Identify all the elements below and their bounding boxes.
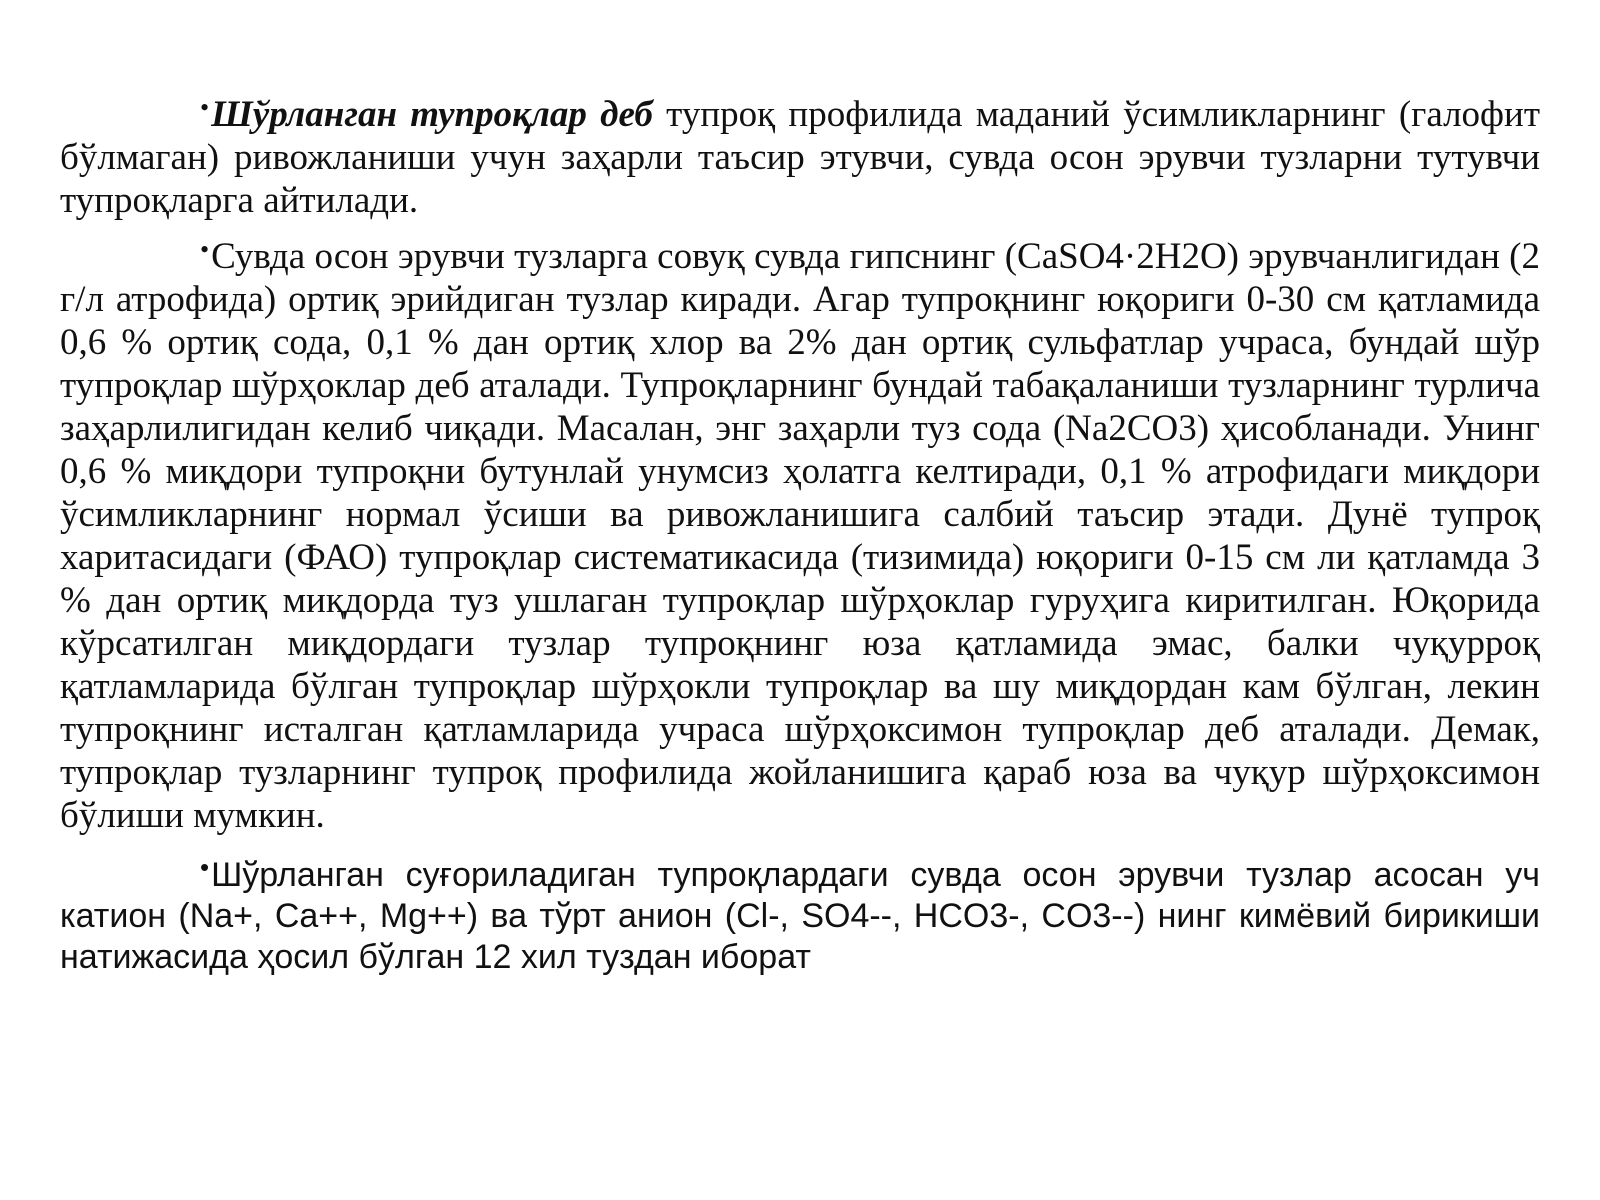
paragraph-text: Шўрланган суғориладиган тупроқлардаги сувда осон эрувчи тузлар асосан уч катион (Na+, Ca++, Mg++) ва тўрт анион (Cl-, SO4--, HCO3-, CO3--) нинг кимёвий бирикиши натижасида ҳосил бўлган 12 хил туздан иборат	[60, 856, 1540, 976]
paragraph-text: тупроқ профилида маданий ўсимликларнинг (галофит бўлмаган) ривожланиши учун заҳарли таъсир этувчи, сувда осон эрувчи тузларни тутувчи тупроқларга айтилади.	[60, 94, 1540, 221]
bullet-icon: •	[200, 93, 210, 122]
bullet-icon: •	[200, 852, 210, 882]
paragraph-definition	[60, 86, 1540, 222]
bullet-icon: •	[200, 235, 210, 264]
paragraph-salt-composition	[60, 847, 1540, 978]
definition-term: Шўрланган тупроқлар деб	[211, 94, 653, 135]
paragraph-text: Сувда осон эрувчи тузларга совуқ сувда гипснинг (CaSO4·2H2O) эрувчанлигидан (2 г/л атрофида) ортиқ эрийдиган тузлар киради. Агар тупроқнинг юқориги 0-30 см қатламида 0,6 % ортиқ сода, 0,1 % дан ортиқ хлор ва 2% дан ортиқ сульфатлар учраса, бундай шўр тупроқлар шўрҳоклар деб аталади. Тупроқларнинг бундай табақаланиши тузларнинг турлича заҳарлилигидан келиб чиқади. Масалан, энг заҳарли туз сода (Na2CO3) ҳисобланади. Унинг 0,6 % миқдори тупроқни бутунлай унумсиз ҳолатга келтиради, 0,1 % атрофидаги миқдори ўсимликларнинг нормал ўсиши ва ривожланишига салбий таъсир этади. Дунё тупроқ харитасидаги (ФАО) тупроқлар систематикасида (тизимида) юқориги 0-15 см ли қатламда 3 % дан ортиқ миқдорда туз ушлаган тупроқлар шўрҳоклар гуруҳига киритилган. Юқорида кўрсатилган миқдордаги тузлар тупроқнинг юза қатламида эмас, балки чуқурроқ қатламларида бўлган тупроқлар шўрҳокли тупроқлар ва шу миқдордан кам бўлган, лекин тупроқнинг исталган қатламларида учраса шўрҳоксимон тупроқлар деб аталади. Демак, тупроқлар тузларнинг тупроқ профилида жойланишига қараб юза ва чуқур шўрҳоксимон бўлиши мумкин.	[60, 236, 1540, 836]
slide-body	[60, 86, 1540, 978]
paragraph-salt-classification	[60, 228, 1540, 837]
